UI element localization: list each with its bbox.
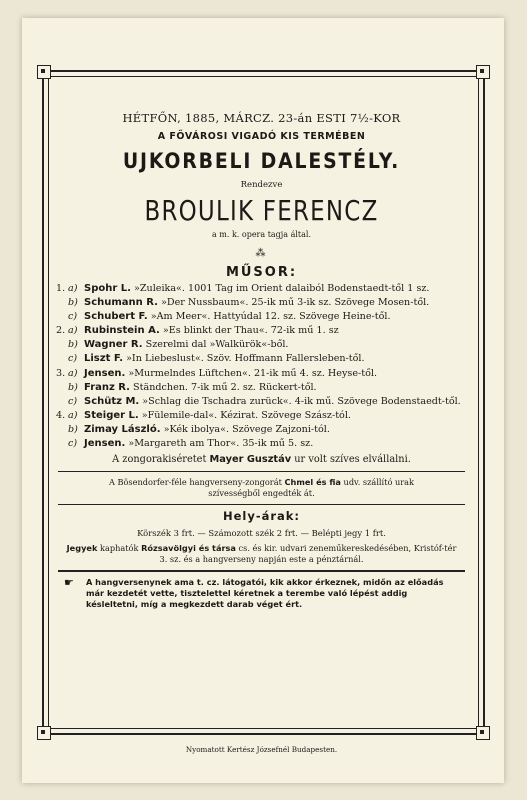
organized-by-label: Rendezve [240, 180, 283, 190]
program-item [56, 311, 465, 324]
piano-note [52, 477, 471, 499]
program-item [56, 353, 465, 366]
item-number [56, 311, 68, 324]
work-description: Ständchen. 7-ik mű 2. sz. Rückert-től. [133, 381, 317, 393]
item-number: 1. [56, 283, 66, 294]
notice-text: A hangversenynek ama t. cz. látogatói, kik akkor érkeznek, midőn az előadás már kezdetét vette, tisztelettel kéretnek a terembe való lépést addig késleltetni, míg a megkezdett darab véget ért. [86, 576, 444, 609]
accompanist-name: Mayer Gusztáv [209, 453, 292, 465]
work-description: »Am Meer«. Hattyúdal 12. sz. Szövege Heine-től. [150, 311, 391, 323]
prices-line: Körszék 3 frt. — Számozott szék 2 frt. — Belépti jegy 1 frt. [137, 527, 386, 538]
piano-note-lead: A Bösendorfer-féle hangverseny-zongorát [108, 476, 282, 487]
item-text [84, 410, 465, 423]
ornament-divider: ⁂ [255, 248, 268, 259]
work-description: »Es blinkt der Thau«. 72-ik mű 1. sz [162, 325, 339, 337]
divider [58, 570, 465, 572]
program-item [56, 368, 465, 381]
item-text [84, 424, 465, 437]
item-text [84, 283, 465, 296]
composer-name: Jensen. [84, 367, 126, 379]
program-item [56, 396, 465, 409]
composer-name: Zimay László. [84, 423, 161, 435]
work-description: »Schlag die Tschadra zurück«. 4-ik mű. Szövege Bodenstaedt-től. [142, 395, 461, 407]
item-text [84, 396, 465, 409]
program-heading: MŰSOR: [225, 265, 298, 280]
work-description: »Margareth am Thor«. 35-ik mű 5. sz. [128, 438, 314, 450]
performer-role: a m. k. opera tagja által. [211, 230, 312, 239]
composer-name: Schütz M. [84, 395, 140, 407]
prices-heading: Hely-árak: [222, 508, 301, 523]
performer-name: BROULIK FERENCZ [144, 194, 379, 227]
item-letter: b) [68, 423, 78, 435]
latecomer-notice [52, 577, 471, 610]
tickets-rest: cs. és kir. udvari zeneműkereskedésében, Kristóf-tér 3. sz. és a hangverseny napján este a pénztárnál. [159, 542, 457, 564]
work-description: »In Liebeslust«. Szöv. Hoffmann Fallersleben-től. [126, 353, 365, 365]
item-letter: c) [68, 438, 78, 450]
item-letter: c) [68, 311, 78, 323]
program-list [52, 283, 471, 451]
composer-name: Franz R. [84, 381, 130, 393]
item-number [56, 396, 68, 409]
item-number [56, 438, 68, 451]
composer-name: Liszt F. [84, 353, 123, 365]
item-letter: a) [68, 283, 78, 294]
program-item [56, 382, 465, 395]
poster-content [52, 82, 471, 610]
program-item [56, 283, 465, 296]
item-number [56, 424, 68, 437]
accompaniment-lead: A zongorakiséretet [112, 453, 207, 465]
program-item [56, 339, 465, 352]
divider [58, 471, 465, 472]
work-description: »Der Nussbaum«. 25-ik mű 3-ik sz. Szövege Mosen-től. [161, 297, 430, 309]
item-letter: c) [68, 395, 78, 407]
item-letter: a) [68, 409, 78, 421]
program-item [56, 297, 465, 310]
item-text [84, 325, 465, 338]
accompaniment-tail: ur volt szíves elvállalni. [294, 453, 411, 465]
program-item [56, 410, 465, 423]
border-corner-ornament [37, 726, 51, 740]
item-number: 3. [56, 367, 66, 379]
venue-line: A FŐVÁROSI VIGADÓ KIS TERMÉBEN [157, 131, 366, 142]
printer-credit: Nyomatott Kertész Józsefnél Budapesten. [185, 745, 338, 754]
item-text [84, 297, 465, 310]
work-description: »Fülemile-dal«. Kézirat. Szövege Szász-tól. [141, 409, 351, 421]
composer-name: Schumann R. [84, 297, 158, 309]
tickets-lead: Jegyek [66, 542, 98, 553]
page-title: UJKORBELI DALESTÉLY. [122, 149, 401, 173]
divider [58, 504, 465, 505]
piano-note-tail: udv. szállító urak szívességből engedték át. [208, 476, 415, 498]
program-item [56, 424, 465, 437]
item-number [56, 353, 68, 366]
item-text [84, 353, 465, 366]
composer-name: Steiger L. [84, 409, 139, 421]
composer-name: Spohr L. [84, 283, 131, 294]
program-item [56, 325, 465, 338]
item-letter: b) [68, 381, 78, 393]
item-letter: c) [68, 353, 78, 365]
accompaniment-note [52, 453, 471, 466]
work-description: »Murmelndes Lüftchen«. 21-ik mű 4. sz. Heyse-től. [128, 367, 377, 379]
composer-name: Rubinstein A. [84, 325, 160, 337]
tickets-mid: kaphatók [100, 542, 139, 553]
item-number: 4. [56, 409, 66, 421]
date-line: HÉTFŐN, 1885, MÁRCZ. 23-án ESTI 7½-KOR [122, 111, 401, 125]
pointing-hand-icon: ☛ [64, 575, 74, 589]
item-text [84, 368, 465, 381]
piano-firm: Chmel és fia [284, 476, 341, 487]
item-text [84, 382, 465, 395]
work-description: »Zuleika«. 1001 Tag im Orient dalaiból Bodenstaedt-től 1 sz. [134, 283, 430, 294]
item-letter: b) [68, 339, 78, 351]
tickets-note [52, 543, 471, 565]
item-number [56, 297, 68, 310]
border-corner-ornament [37, 65, 51, 79]
work-description: »Kék ibolya«. Szövege Zajzoni-tól. [163, 423, 330, 435]
ticket-shop: Rózsavölgyi és társa [141, 542, 236, 553]
item-letter: a) [68, 367, 78, 379]
item-letter: a) [68, 325, 78, 337]
program-item [56, 438, 465, 451]
item-number: 2. [56, 325, 66, 337]
composer-name: Jensen. [84, 438, 126, 450]
border-corner-ornament [476, 726, 490, 740]
item-letter: b) [68, 297, 78, 309]
composer-name: Wagner R. [84, 339, 143, 351]
item-text [84, 438, 465, 451]
item-text [84, 311, 465, 324]
border-corner-ornament [476, 65, 490, 79]
item-number [56, 339, 68, 352]
composer-name: Schubert F. [84, 311, 148, 323]
work-description: Szerelmi dal »Walkürök«-ből. [145, 339, 289, 351]
item-text [84, 339, 465, 352]
item-number [56, 382, 68, 395]
